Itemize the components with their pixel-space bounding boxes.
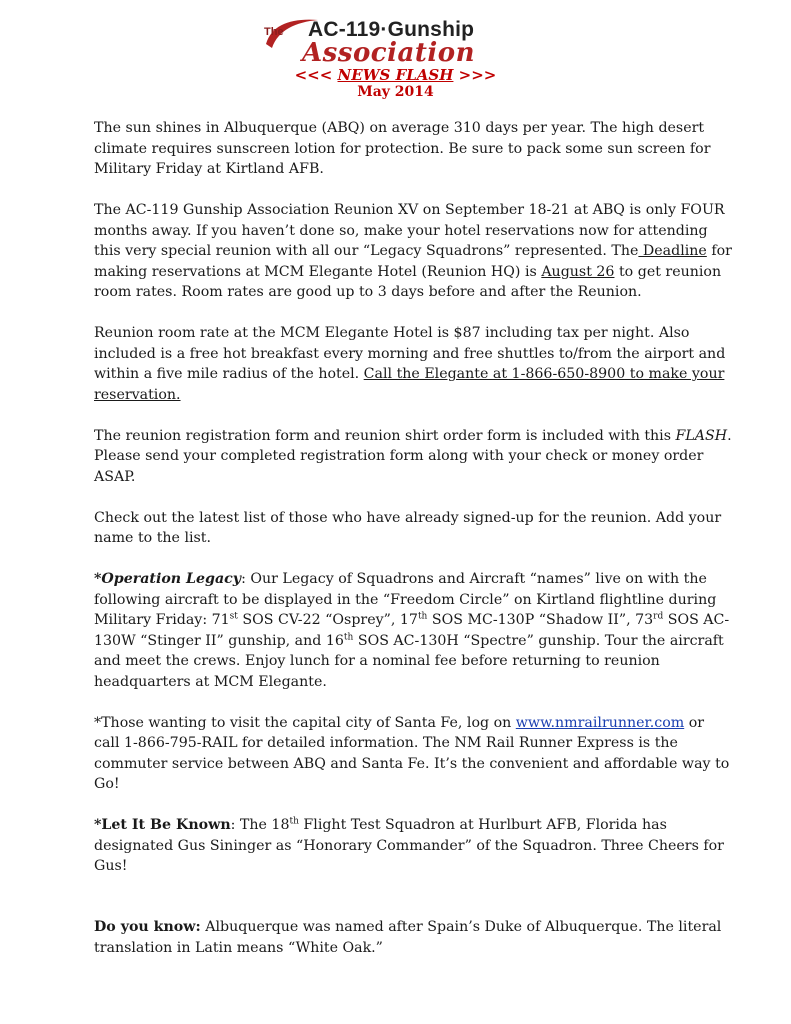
flash-italic: FLASH — [675, 427, 728, 444]
paragraph-registration — [94, 426, 734, 488]
flash-right: >>> — [453, 66, 497, 84]
paragraph-weather: The sun shines in Albuquerque (ABQ) on average 310 days per year. The high desert climate requires sunscreen lotion for protection. Be sure to pack some sun screen for Military Friday at Kirtland AFB. — [94, 120, 711, 177]
legacy-sup-1: st — [229, 611, 238, 622]
registration-text-b: . Please send your completed registration form along with your check or money order ASAP. — [94, 427, 732, 485]
legacy-sup-2: th — [417, 611, 428, 622]
paragraph-let-it-be-known — [94, 815, 734, 877]
spacer — [94, 897, 734, 917]
do-you-know-text: Albuquerque was named after Spain’s Duke of Albuquerque. The literal translation in Latin means “White Oak.” — [94, 919, 722, 956]
santa-fe-text-b: or call 1-866-795-RAIL for detailed information. The NM Rail Runner Express is the commuter service between ABQ and Santa Fe. It’s the convenient and affordable way to Go! — [94, 714, 730, 792]
deadline-label: Deadline — [638, 243, 707, 259]
reunion-text-b: for making reservations at MCM Elegante Hotel (Reunion HQ) is — [94, 243, 732, 280]
known-sup: th — [289, 816, 299, 827]
do-you-know-title: Do you know: — [94, 919, 201, 935]
room-rate-text: Reunion room rate at the MCM Elegante Hotel is $87 including tax per night. Also included is a free hot breakfast every morning and free shuttles to/from the airport and within a five mile radius of the hotel. — [94, 325, 726, 382]
reunion-text-c: to get reunion room rates. Room rates are good up to 3 days before and after the Reunion. — [94, 263, 722, 300]
legacy-text-c: SOS MC-130P “Shadow II”, 73 — [427, 612, 654, 628]
paragraph-signup-list: Check out the latest list of those who have already signed-up for the reunion. Add your name to the list. — [94, 509, 722, 546]
news-flash-heading — [0, 66, 791, 84]
legacy-star: * — [94, 571, 102, 587]
logo-title: AC-119·Gunship — [308, 18, 475, 41]
known-text-b: Flight Test Squadron at Hurlburt AFB, Florida has designated Gus Sininger as “Honorary Commander” of the Squadron. Three Cheers for Gus! — [94, 817, 724, 874]
registration-text-a: The reunion registration form and reunion shirt order form is included with this — [94, 427, 676, 444]
santa-fe-text-a: *Those wanting to visit the capital city of Santa Fe, log on — [94, 714, 516, 731]
issue-date: May 2014 — [357, 84, 434, 100]
paragraph-room-rate — [94, 323, 734, 405]
flash-keyword: NEWS FLASH — [337, 66, 454, 84]
flash-left: <<< — [294, 66, 338, 84]
paragraph-do-you-know — [94, 917, 734, 958]
logo-script: Association — [302, 38, 475, 68]
legacy-text-d: SOS AC-130W “Stinger II” gunship, and 16 — [94, 612, 730, 649]
known-title: *Let It Be Known — [94, 817, 231, 833]
association-logo — [262, 14, 532, 68]
known-text-a: : The 18 — [230, 817, 290, 833]
legacy-text-a: : Our Legacy of Squadrons and Aircraft “names” live on with the following aircraft to be displayed in the “Freedom Circle” on Kirtland flightline during Military Friday: 71 — [94, 571, 717, 628]
legacy-sup-3: rd — [653, 611, 664, 622]
paragraph-reunion — [94, 200, 734, 303]
legacy-sup-4: th — [343, 631, 354, 642]
logo-the-text: The — [264, 26, 284, 38]
deadline-date: August 26 — [541, 263, 615, 280]
paragraph-operation-legacy — [94, 569, 734, 692]
railrunner-link[interactable]: www.nmrailrunner.com — [515, 714, 685, 731]
legacy-text-e: SOS AC-130H “Spectre” gunship. Tour the aircraft and meet the crews. Enjoy lunch for a nominal fee before returning to reunion headquarters at MCM Elegante. — [94, 632, 724, 690]
reunion-text-a: The AC-119 Gunship Association Reunion XV on September 18-21 at ABQ is only FOUR months away. If you haven’t done so, make your hotel reservations now for attending this very special reunion with all our “Legacy Squadrons” represented. The — [94, 202, 725, 259]
call-hotel-text: Call the Elegante at 1-866-650-8900 to make your reservation. — [94, 366, 725, 403]
legacy-title: Operation Legacy — [101, 571, 242, 587]
legacy-text-b: SOS CV-22 “Osprey”, 17 — [237, 612, 418, 628]
paragraph-santa-fe — [94, 713, 734, 795]
article-body — [94, 118, 734, 979]
